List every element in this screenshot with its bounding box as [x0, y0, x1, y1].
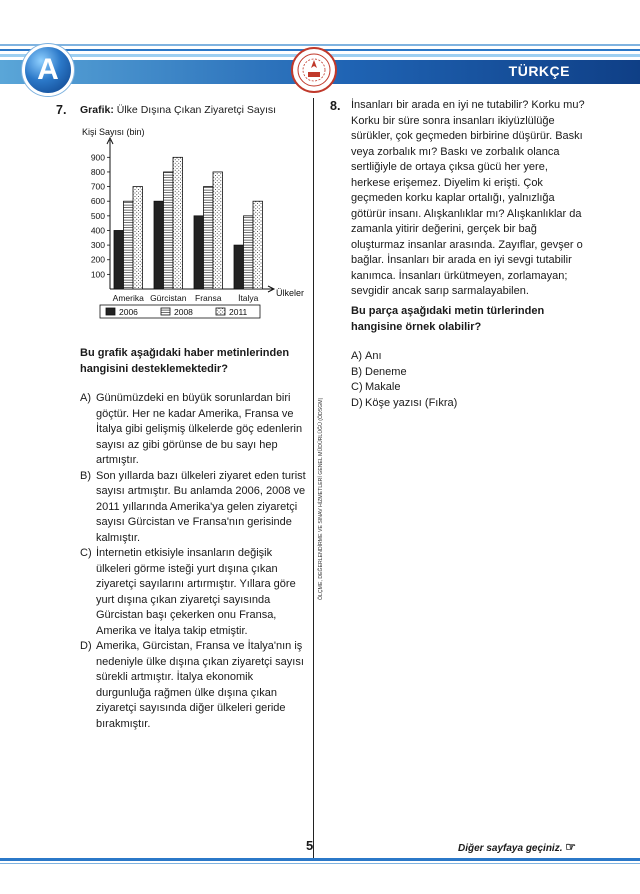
- question-7-options: [80, 391, 306, 732]
- footer-line: [0, 858, 640, 861]
- next-page-note: [458, 840, 576, 854]
- bar-2008: [164, 172, 174, 289]
- option-key: C): [80, 547, 92, 559]
- bar-2006: [194, 216, 204, 289]
- question-8-options: [351, 349, 587, 411]
- option-key: A): [351, 350, 362, 362]
- option-key: A): [80, 392, 91, 404]
- pointing-hand-icon: ☞: [565, 840, 577, 854]
- q8-option-d: [351, 396, 587, 412]
- question-8-number: 8.: [330, 99, 341, 113]
- legend-swatch: [161, 308, 170, 315]
- x-tick-label: İtalya: [238, 293, 259, 303]
- option-text: Son yıllarda bazı ülkeleri ziyaret eden turist sayısı artmıştır. Bu anlamda 2006, 2008 ve 2011 yıllarında Amerika'ya gelen ziyaretçi sayısı Gürcistan ve Fransa'nın gerisinde kalmıştır.: [96, 469, 306, 544]
- option-text: İnternetin etkisiyle insanların değişik ülkeleri görme isteği yurt dışına çıkan ziyaretçi sayılarını artırmıştır. Yıllara göre yurt dışına çıkan ziyaretçi sayısında Gürcistan başı çekerken onu Fransa, Amerika ve İtalya takip etmiştir.: [96, 547, 296, 637]
- column-divider: [313, 98, 314, 858]
- y-tick-label: 200: [90, 254, 105, 265]
- bar-2006: [154, 201, 164, 289]
- x-tick-label: Amerika: [112, 293, 144, 303]
- booklet-badge: A: [22, 44, 74, 96]
- y-tick-label: 900: [90, 152, 105, 163]
- question-7-stem: Bu grafik aşağıdaki haber metinlerinden hangisini desteklemektedir?: [80, 347, 290, 375]
- chart-caption: [80, 104, 276, 116]
- q7-option-c: [80, 546, 306, 639]
- legend-swatch: [106, 308, 115, 315]
- page-number: 5: [306, 838, 314, 853]
- option-key: D): [80, 640, 92, 652]
- option-key: B): [80, 469, 91, 482]
- option-key: B): [351, 365, 362, 378]
- q7-option-b: [80, 469, 306, 547]
- q8-option-c: [351, 380, 587, 396]
- q7-option-d: [80, 639, 306, 732]
- subject-label: TÜRKÇE: [508, 63, 570, 79]
- option-text: Deneme: [365, 365, 407, 378]
- q8-option-b: [351, 365, 587, 381]
- q7-option-a: [80, 391, 306, 469]
- bar-2008: [124, 201, 134, 289]
- legend-swatch: [216, 308, 225, 315]
- question-8-passage: İnsanları bir arada en iyi ne tutabilir? Korku mu? Korku bir süre sonra insanları ikiyüzlülüğe sürükler, çok geçmeden birbirine düşürür. Baskı veya zorbalık mı? Baskı ve zorbalık olanca sertliğiyle de ortaya çıksa gücü her yere, herkese erişemez. Diyelim ki erişti. Çok geçmeden korku kaplar ortalığı, yalnızlığa götürür insanı. Alışkanlıklar mı? Alışkanlıklar da zamanla yitirir değerini, gerçek bir bağ oluşturmaz insanlar arasında. Zayıflar, gevşer o bağlar. İnsanları bir arada en iyi sevgi tutabilir kanımca. İnsanları ürkütmeyen, zorlamayan; sevgidir ancak sarıp sarmalayabilen.: [351, 99, 585, 297]
- legend-label: 2006: [119, 307, 138, 317]
- chart-caption-label: Grafik:: [80, 104, 114, 116]
- option-text: Anı: [365, 350, 382, 362]
- bar-2011: [173, 157, 183, 289]
- y-tick-label: 600: [90, 196, 105, 207]
- chart-caption-text: Ülke Dışına Çıkan Ziyaretçi Sayısı: [116, 104, 277, 116]
- ministry-side-text: ÖLÇME, DEĞERLENDİRME VE SINAV HİZMETLERİ GENEL MÜDÜRLÜĞÜ (ÖDSGM): [318, 397, 324, 600]
- bar-2006: [234, 245, 244, 289]
- ministry-seal-icon: [290, 46, 338, 94]
- y-tick-label: 800: [90, 166, 105, 177]
- option-text: Amerika, Gürcistan, Fransa ve İtalya'nın iş nedeniyle ülke dışına çıkan ziyaretçi sayısı sürekli artmıştır. İtalya ekonomik durgunluğa rağmen ülke dışına çıkan ziyaretçi sayısında diğer ülkeleri geride bırakmıştır.: [96, 640, 304, 730]
- bar-2008: [204, 187, 214, 289]
- y-tick-label: 100: [90, 269, 105, 280]
- footer-line: [0, 863, 640, 864]
- question-7-number: 7.: [56, 103, 67, 117]
- x-axis-label: Ülkeler: [276, 288, 305, 298]
- option-text: Köşe yazısı (Fıkra): [365, 396, 458, 409]
- q8-option-a: [351, 349, 587, 365]
- option-key: C): [351, 381, 363, 393]
- question-8-stem: Bu parça aşağıdaki metin türlerinden hangisine örnek olabilir?: [351, 305, 545, 333]
- y-tick-label: 700: [90, 181, 105, 192]
- x-tick-label: Fransa: [195, 293, 222, 303]
- bar-2011: [133, 187, 143, 289]
- option-text: Makale: [365, 381, 401, 393]
- x-tick-label: Gürcistan: [150, 293, 187, 303]
- bar-2011: [253, 201, 263, 289]
- bar-2011: [213, 172, 223, 289]
- y-axis-label: Kişi Sayısı (bin): [82, 127, 145, 137]
- option-key: D): [351, 396, 363, 409]
- bar-2008: [244, 216, 254, 289]
- bar-chart: [78, 122, 308, 332]
- bar-2006: [114, 230, 124, 289]
- legend-label: 2008: [174, 307, 193, 317]
- option-text: Günümüzdeki en büyük sorunlardan biri göçtür. Her ne kadar Amerika, Fransa ve İtalya gibi gelişmiş ülkelerde göç edenlerin sayısı az gibi görünse de bu sayı hep artmıştır.: [96, 392, 303, 466]
- next-page-text: Diğer sayfaya geçiniz.: [458, 843, 563, 854]
- y-tick-label: 300: [90, 240, 105, 251]
- legend-label: 2011: [229, 307, 248, 317]
- y-tick-label: 500: [90, 210, 105, 221]
- y-tick-label: 400: [90, 225, 105, 236]
